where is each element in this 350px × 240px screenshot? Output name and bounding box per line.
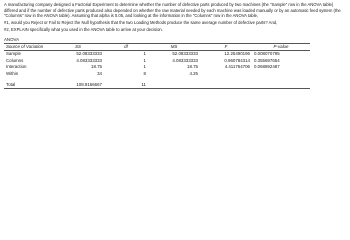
row-label: Sample [6,51,21,57]
table-row-total [4,82,310,89]
cell-f: 4.411764706 [224,64,250,70]
header-source: Source of Variation [4,44,52,51]
row-label: Columns [6,57,24,63]
anova-heading: ANOVA [4,37,20,42]
cell-df: 11 [104,82,148,89]
cell-df: 1 [143,64,146,70]
cell-ss: 108.9166667 [52,82,104,89]
header-f: F [200,44,252,51]
cell-p-value: 0.355697654 [254,57,280,63]
cell-f: 0.960784314 [224,57,250,63]
cell-ms [148,82,200,89]
prompt-paragraph-2: #1, would you Reject or Fail to Reject the Null hypothesis that the two Loading Methods produce the same average number of defective parts? And, [4,19,278,25]
cell-p-value: 0.008070795 [254,51,280,57]
cell-ms: 4.25 [189,70,198,76]
question-prompt [4,2,348,34]
cell-df: 8 [143,70,146,76]
anova-header-row [4,44,310,51]
cell-ss: 34 [97,70,102,76]
cell-ss: 4.083333333 [76,57,102,63]
cell-f [200,82,252,89]
cell-ss: 52.08333333 [76,51,102,57]
prompt-paragraph-1: A manufacturing company designed a Factorial Experiment to determine whether the number of defective parts produced by two machines (the "Sample" row in the ANOVA table) differed and if the number of defective parts produced also depended on whether the raw material needed by each machine was loaded manually or by an automatic feed system (the "Columns" row in the ANOVA table). Assuming that alpha is 0.05, and looking at the information in the "Columns" row in the ANOVA table, [4,2,341,19]
table-row-sample [4,51,310,58]
header-ms: MS [148,44,200,51]
cell-ss: 18.75 [91,64,102,70]
header-df: df [104,44,148,51]
prompt-paragraph-3: #2, EXPLAIN specifically what you used in the ANOVA table to arrive at your decision. [4,26,163,32]
cell-f: 12.25490196 [224,51,250,57]
header-p-value: P-value [252,44,310,51]
cell-p-value [252,82,310,89]
cell-df: 1 [143,51,146,57]
header-ss: SS [52,44,104,51]
cell-ms: 18.75 [187,64,198,70]
cell-df: 1 [143,57,146,63]
row-label: Within [6,70,19,76]
cell-p-value: 0.068892487 [254,64,280,70]
anova-table [4,43,310,89]
cell-ms: 52.08333333 [172,51,198,57]
cell-ms: 4.083333333 [172,57,198,63]
row-label: Interaction [6,64,27,70]
row-label: Total [4,82,52,89]
